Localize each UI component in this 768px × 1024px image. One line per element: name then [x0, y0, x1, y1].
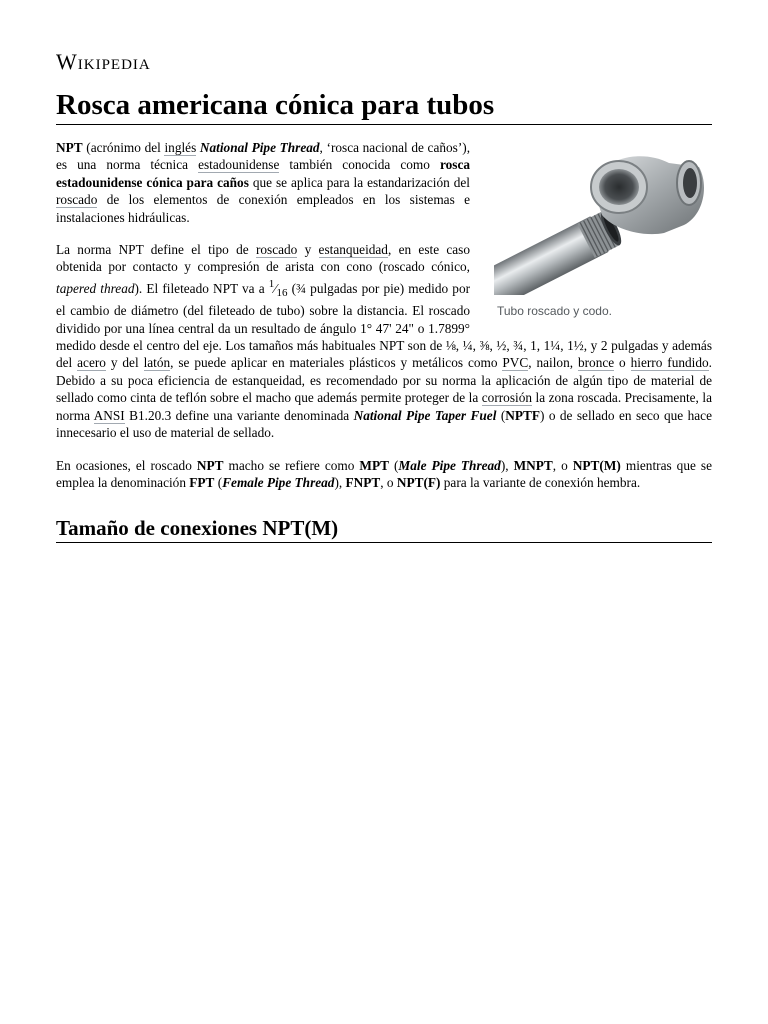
- text-span: la zona roscada. Precisamente, la norma: [56, 390, 712, 423]
- text-span: (acrónimo del: [82, 140, 165, 155]
- bold-term: NPTF: [505, 407, 540, 423]
- bold-term: NPT: [56, 140, 83, 155]
- text-span: , en este caso obtenida por contacto y compresión de arista con cono (roscado cónico,: [56, 242, 471, 275]
- text-span: mientras que se emplea la denominación: [56, 457, 712, 490]
- bold-term: FPT: [189, 474, 215, 490]
- text-span: o: [614, 355, 631, 371]
- text-span: (: [388, 457, 399, 473]
- fraction: [268, 277, 288, 299]
- pipe-and-elbow-photo[interactable]: [494, 145, 712, 295]
- paragraph-variants: [56, 457, 712, 492]
- text-span: de los elementos de conexión empleados en los sistemas e instalaciones hidráulicas.: [56, 192, 470, 225]
- link-ingles[interactable]: inglés: [164, 140, 197, 155]
- bold-term: NPT: [196, 457, 224, 473]
- text-span: , nailon,: [528, 355, 578, 371]
- text-span: . Debido a su poca eficiencia de estanqueidad, es recomendado por su norma la aplicación de algún tipo de material de sellado como cinta de teflón sobre el macho que además permite proteger de la: [56, 355, 712, 406]
- bold-italic-term: National Pipe Taper Fuel: [353, 407, 497, 423]
- link-roscado[interactable]: roscado: [56, 192, 98, 208]
- link-hierro-fundido[interactable]: hierro fundido: [630, 355, 709, 371]
- text-span: y del: [105, 355, 144, 371]
- text-span: , o: [552, 457, 573, 473]
- text-span: (: [214, 474, 223, 490]
- section-heading-sizes: Tamaño de conexiones NPT(M): [56, 515, 712, 543]
- bold-term: NPT(M): [572, 457, 621, 473]
- italic-term: tapered thread: [56, 280, 135, 296]
- bold-italic-term: Female Pipe Thread: [222, 474, 335, 490]
- article-content: [56, 139, 712, 543]
- fraction-denominator: 16: [276, 286, 288, 299]
- text-span: ). El fileteado NPT va a: [134, 280, 269, 296]
- bold-term: FNPT: [345, 474, 381, 490]
- text-span: , ‘rosca nacional de caños’), es una norma técnica: [56, 140, 471, 173]
- text-span: , o: [380, 474, 397, 490]
- text-span: B1.20.3 define una variante denominada: [124, 407, 354, 423]
- text-span: y: [297, 242, 319, 258]
- bold-italic-term: Male Pipe Thread: [398, 457, 501, 473]
- fraction-slash: ⁄: [274, 280, 277, 296]
- wikipedia-logo[interactable]: Wikipedia: [56, 49, 151, 74]
- pipe-and-elbow-image: [494, 145, 712, 295]
- page-title: Rosca americana cónica para tubos: [56, 88, 712, 125]
- bold-term: MNPT: [513, 457, 553, 473]
- bold-italic-term: National Pipe Thread: [199, 140, 320, 155]
- bold-term: rosca estadounidense cónica para caños: [56, 157, 470, 190]
- text-span: La norma NPT define el tipo de: [56, 242, 256, 258]
- bold-term: NPT(F): [396, 474, 441, 490]
- text-span: ),: [334, 474, 346, 490]
- text-span: En ocasiones, el roscado: [56, 457, 197, 473]
- link-corrosion[interactable]: corrosión: [481, 390, 532, 406]
- link-roscado[interactable]: roscado: [255, 242, 298, 258]
- link-acero[interactable]: acero: [77, 355, 106, 371]
- text-span: , se puede aplicar en materiales plásticos y metálicos como: [170, 355, 503, 371]
- bold-term: MPT: [359, 457, 389, 473]
- text-span: ),: [500, 457, 514, 473]
- figure-caption: Tubo roscado y codo.: [497, 304, 612, 318]
- text-span: para la variante de conexión hembra.: [440, 474, 641, 490]
- link-ansi[interactable]: ANSI: [93, 407, 125, 423]
- link-laton[interactable]: latón: [143, 355, 171, 371]
- text-span: (¾ pulgadas por pie) medido por el cambio de diámetro (del fileteado de tubo) sobre la distancia. El roscado dividido por una línea central da un resultado de ángulo 1° 47' 24" o 1.7899° medido desde el centro del eje. Los tamaños más habituales NPT son de ⅛, ¼, ⅜, ½, ¾, 1, 1¼, 1½, y 2 pulgadas y además del: [56, 280, 712, 371]
- text-span: que se aplica para la estandarización del: [248, 174, 470, 190]
- link-estadounidense[interactable]: estadounidense: [198, 157, 280, 173]
- link-estanqueidad[interactable]: estanqueidad: [318, 242, 388, 258]
- text-span: (: [496, 407, 506, 423]
- text-span: ) o de sellado en seco que hace innecesario el uso de material de sellado.: [56, 407, 712, 441]
- text-span: también conocida como: [279, 157, 440, 173]
- article-page: [56, 0, 712, 543]
- link-pvc[interactable]: PVC: [502, 355, 529, 371]
- figure-pipe-and-elbow: [494, 139, 712, 319]
- fraction-numerator: 1: [268, 277, 275, 290]
- link-bronce[interactable]: bronce: [577, 355, 615, 371]
- text-span: macho se refiere como: [223, 457, 360, 473]
